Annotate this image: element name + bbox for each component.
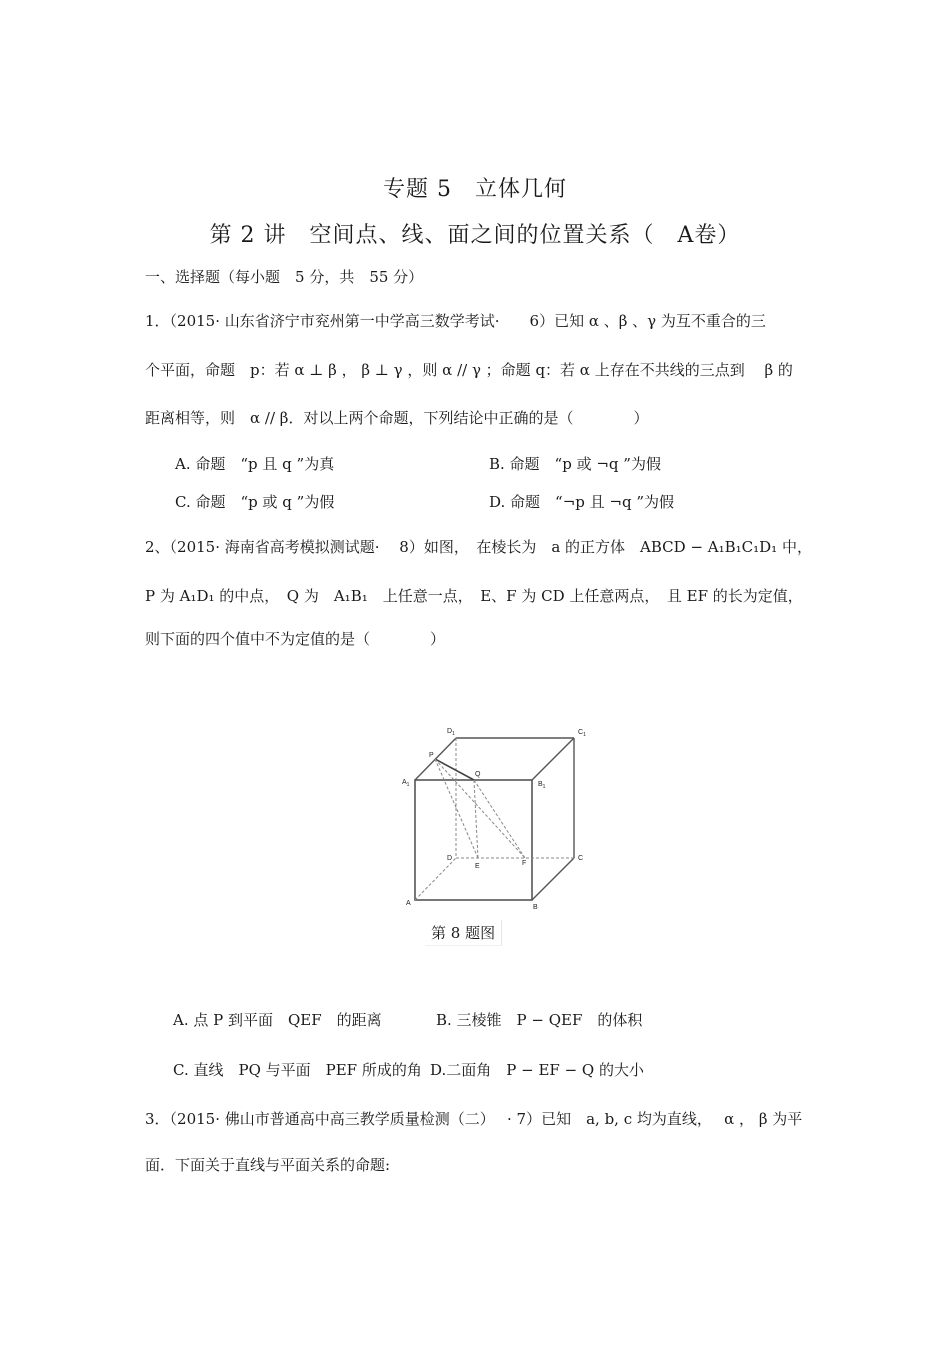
q2-line-1: 2、（2015· 海南省高考模拟测试题· 8）如图， 在棱长为 a 的正方体 ABCD − A₁B₁C₁D₁ 中， <box>145 538 812 556</box>
q2-option-a: A. 点 P 到平面 QEF 的距离 <box>173 1011 382 1029</box>
label-c: C <box>578 855 584 862</box>
document-title: 专题 5 立体几何 <box>383 177 567 202</box>
segment-qe <box>474 780 478 858</box>
q2-option-b: B. 三棱锥 P − QEF 的体积 <box>436 1011 643 1029</box>
label-b1: $B_1$ <box>538 781 546 790</box>
q2-option-d: D.二面角 P − EF − Q 的大小 <box>430 1061 644 1079</box>
edge-a-d-hidden <box>415 858 456 900</box>
segment-qf <box>474 780 525 858</box>
label-a: A <box>406 900 411 907</box>
lesson-subtitle: 第 2 讲 空间点、线、面之间的位置关系（ A卷） <box>209 223 741 248</box>
q1-line-3: 距离相等，则 α // β．对以上两个命题，下列结论中正确的是（ ） <box>145 409 649 427</box>
cube-diagram <box>398 720 598 920</box>
q1-option-b: B. 命题 “p 或 ¬q ”为假 <box>489 455 661 473</box>
q2-option-c: C. 直线 PQ 与平面 PEF 所成的角 <box>173 1061 422 1079</box>
label-c1: $C_1$ <box>578 729 586 738</box>
q2-line-3: 则下面的四个值中不为定值的是（ ） <box>145 630 446 648</box>
label-d: D <box>447 855 453 862</box>
label-a1: $A_1$ <box>402 779 410 788</box>
label-b: B <box>533 904 538 911</box>
edge-b-c <box>532 858 574 900</box>
q1-line-2: 个平面，命题 p：若 α ⊥ β ， β ⊥ γ ，则 α // γ ；命题 q：若 α 上存在不共线的三点到 β 的 <box>145 361 793 379</box>
edge-b1-c1 <box>532 738 574 780</box>
figure-caption: 第 8 题图 <box>425 920 502 946</box>
label-d1: $D_1$ <box>447 728 455 737</box>
q3-line-1: 3．（2015· 佛山市普通高中高三教学质量检测（二） · 7）已知 a, b, c 均为直线， α ， β 为平 <box>145 1110 803 1128</box>
q1-option-c: C. 命题 “p 或 q ”为假 <box>175 493 335 511</box>
label-e: E <box>475 863 480 870</box>
label-q: Q <box>475 771 481 778</box>
q1-line-1: 1．（2015· 山东省济宁市兖州第一中学高三数学考试· 6）已知 α 、β 、γ 为互不重合的三 <box>145 312 766 330</box>
label-p: P <box>429 752 434 759</box>
section-heading: 一、选择题（每小题 5 分，共 55 分） <box>145 268 424 286</box>
segment-pq <box>435 759 474 780</box>
q1-option-a: A. 命题 “p 且 q ”为真 <box>175 455 335 473</box>
cube-figure <box>398 720 598 920</box>
q3-line-2: 面．下面关于直线与平面关系的命题: <box>145 1156 391 1174</box>
label-f: F <box>522 860 527 867</box>
q1-option-d: D. 命题 “¬p 且 ¬q ”为假 <box>489 493 675 511</box>
q2-line-2: P 为 A₁D₁ 的中点， Q 为 A₁B₁ 上任意一点， E、F 为 CD 上任意两点， 且 EF 的长为定值， <box>145 587 803 605</box>
